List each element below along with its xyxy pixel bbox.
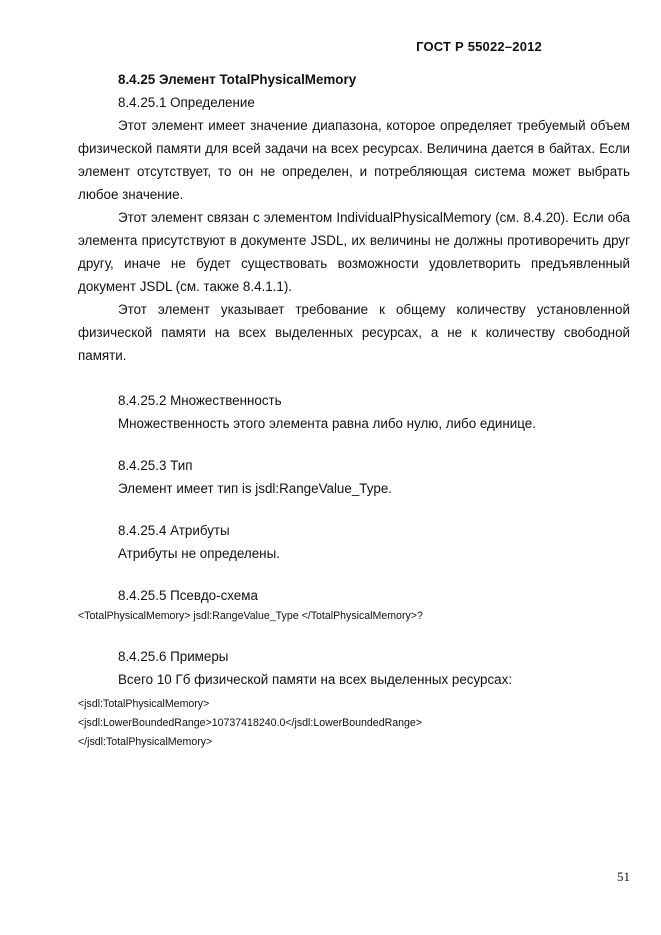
pseudo-schema-code: <TotalPhysicalMemory> jsdl:RangeValue_Type </TotalPhysicalMemory>? — [78, 610, 423, 622]
type-heading: 8.4.25.3 Тип — [118, 458, 193, 473]
page-number: 51 — [617, 869, 630, 884]
attributes-heading: 8.4.25.4 Атрибуты — [118, 523, 230, 538]
definition-paragraph-3: Этот элемент указывает требование к общему количеству установленной физической памяти на всех выделенных ресурсах, а не к количеству свободной памяти. — [78, 302, 630, 363]
definition-paragraph-1: Этот элемент имеет значение диапазона, которое определяет требуемый объем физической памяти для всей задачи на всех ресурсах. Величина дается в байтах. Если элемент отсутствует, то он не определен, и потребляющая система может выбрать любое значение. — [78, 118, 630, 202]
section-content — [78, 68, 630, 752]
standard-header: ГОСТ Р 55022–2012 — [416, 39, 542, 54]
attributes-text: Атрибуты не определены. — [118, 546, 280, 561]
section-title: 8.4.25 Элемент TotalPhysicalMemory — [118, 72, 357, 87]
example-code-line-1: <jsdl:TotalPhysicalMemory> — [78, 698, 210, 710]
example-code-line-3: </jsdl:TotalPhysicalMemory> — [78, 736, 213, 748]
example-code-line-2: <jsdl:LowerBoundedRange>10737418240.0</jsdl:LowerBoundedRange> — [78, 717, 422, 729]
definition-heading: 8.4.25.1 Определение — [118, 95, 255, 110]
definition-paragraph-2: Этот элемент связан с элементом IndividualPhysicalMemory (см. 8.4.20). Если оба элемента присутствуют в документе JSDL, их величины не должны противоречить друг другу, иначе не будет существовать возможности удовлетворить предъявленный документ JSDL (см. также 8.4.1.1). — [78, 210, 630, 294]
pseudo-schema-heading: 8.4.25.5 Псевдо-схема — [118, 588, 258, 603]
examples-text: Всего 10 Гб физической памяти на всех выделенных ресурсах: — [118, 672, 513, 687]
examples-heading: 8.4.25.6 Примеры — [118, 649, 229, 664]
type-text: Элемент имеет тип is jsdl:RangeValue_Type. — [118, 481, 393, 496]
multiplicity-heading: 8.4.25.2 Множественность — [118, 393, 282, 408]
multiplicity-text: Множественность этого элемента равна либо нулю, либо единице. — [118, 416, 536, 431]
